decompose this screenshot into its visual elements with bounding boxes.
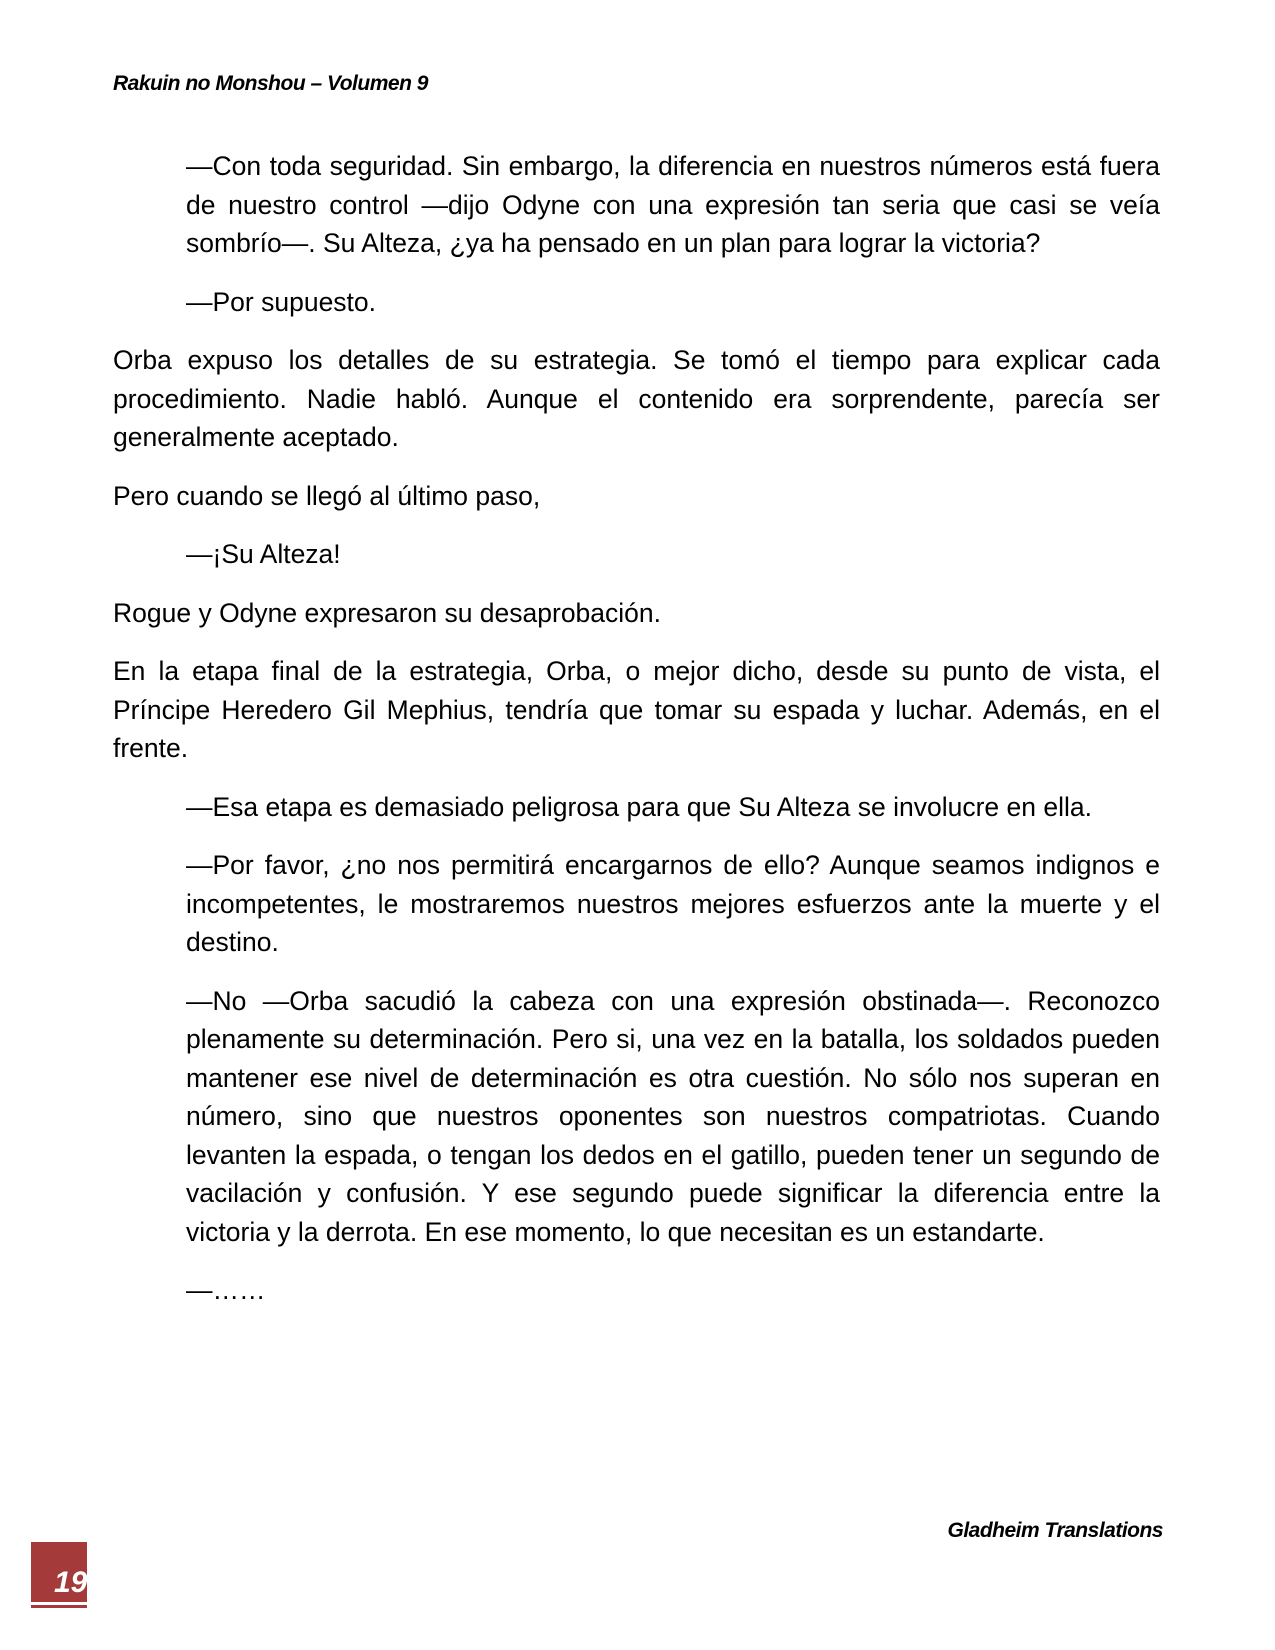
paragraph-3: Orba expuso los detalles de su estrategia. Se tomó el tiempo para explicar cada procedimiento. Nadie habló. Aunque el contenido era sorprendente, parecía ser generalmente aceptado. <box>113 345 1160 452</box>
paragraph-2: —Por supuesto. <box>186 286 377 317</box>
paragraph-9: —Por favor, ¿no nos permitirá encargarnos de ello? Aunque seamos indignos e incompetentes, le mostraremos nuestros mejores esfuerzos ante la muerte y el destino. <box>186 850 1160 957</box>
page-number-box <box>31 1542 87 1608</box>
paragraph-11: —…… <box>186 1275 266 1305</box>
paragraph-7: En la etapa final de la estrategia, Orba, o mejor dicho, desde su punto de vista, el Príncipe Heredero Gil Mephius, tendría que tomar su espada y luchar. Además, en el frente. <box>113 656 1160 763</box>
paragraph-4: Pero cuando se llegó al último paso, <box>113 480 541 511</box>
paragraph-6: Rogue y Odyne expresaron su desaprobación. <box>113 597 662 628</box>
page-number: 19 <box>54 1566 87 1599</box>
paragraph-8: —Esa etapa es demasiado peligrosa para que Su Alteza se involucre en ella. <box>186 791 1092 822</box>
paragraph-10: —No —Orba sacudió la cabeza con una expresión obstinada—. Reconozco plenamente su determinación. Pero si, una vez en la batalla, los soldados pueden mantener ese nivel de determinación es otra cuestión. No sólo nos superan en número, sino que nuestros oponentes son nuestros compatriotas. Cuando levanten la espada, o tengan los dedos en el gatillo, pueden tener un segundo de vacilación y confusión. Y ese segundo puede significar la diferencia entre la victoria y la derrota. En ese momento, lo que necesitan es un estandarte. <box>186 985 1160 1247</box>
page-number-underline <box>31 1602 87 1605</box>
body-text <box>113 147 1160 1330</box>
paragraph-1: —Con toda seguridad. Sin embargo, la diferencia en nuestros números está fuera de nuestro control —dijo Odyne con una expresión tan seria que casi se veía sombrío—. Su Alteza, ¿ya ha pensado en un plan para lograr la victoria? <box>186 151 1160 258</box>
translator-credit: Gladheim Translations <box>947 1519 1163 1542</box>
paragraph-5: —¡Su Alteza! <box>186 539 341 569</box>
running-header: Rakuin no Monshou – Volumen 9 <box>113 72 428 95</box>
